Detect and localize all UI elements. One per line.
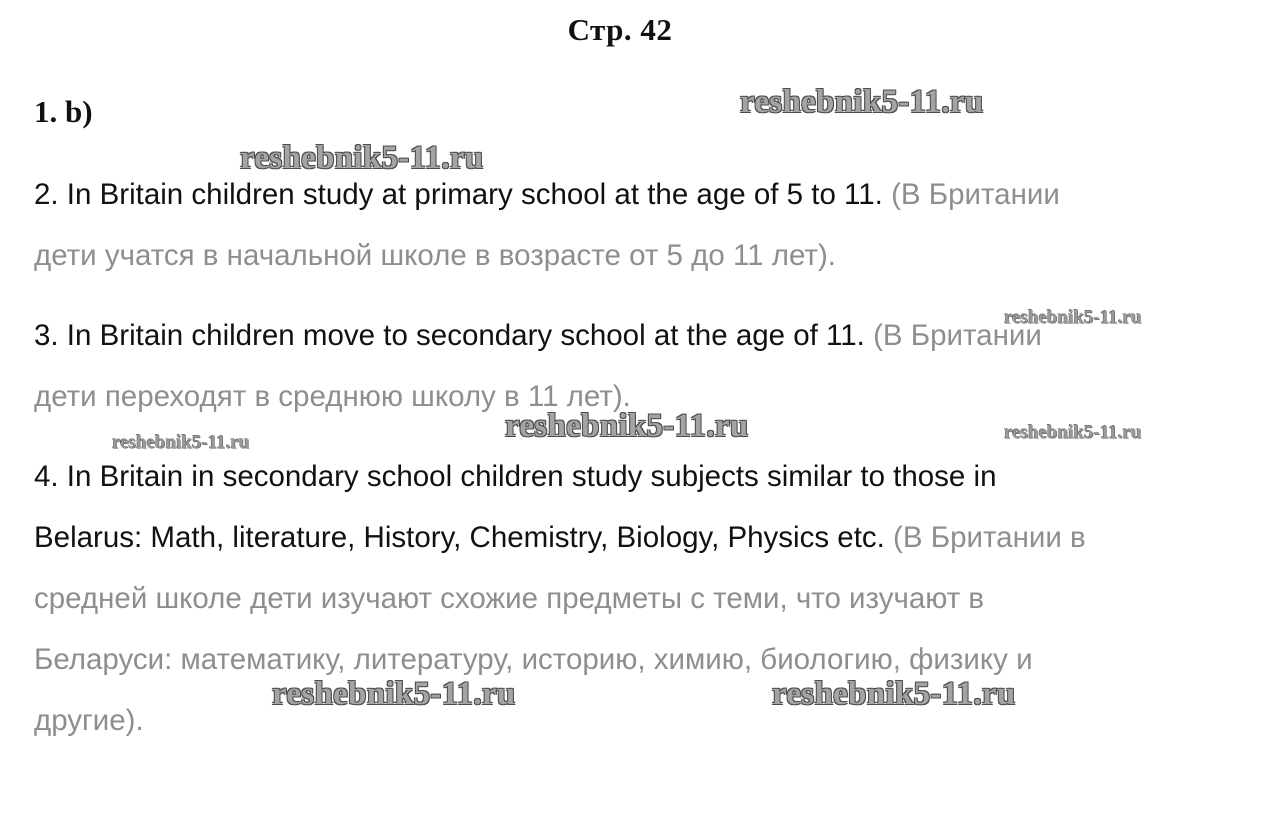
watermark: reshebnik5-11.ru <box>1004 422 1142 443</box>
watermark: reshebnik5-11.ru <box>505 408 749 444</box>
english-text: 2. In Britain children study at primary school at the age of 5 to 11. <box>34 178 892 211</box>
russian-translation: (В Британии <box>891 178 1060 211</box>
item-4-line-1 <box>34 462 997 492</box>
watermark: reshebnik5-11.ru <box>240 140 484 176</box>
russian-translation: дети учатся в начальной школе в возрасте от 5 до 11 лет). <box>34 239 836 272</box>
russian-translation: (В Британии в <box>893 521 1086 554</box>
item-4-line-2 <box>34 523 1086 553</box>
english-text: Belarus: Math, literature, History, Chemistry, Biology, Physics etc. <box>34 521 894 554</box>
item-3-line-2 <box>34 382 631 412</box>
russian-translation: средней школе дети изучают схожие предметы с теми, что изучают в <box>34 582 985 615</box>
item-3-line-1 <box>34 321 1042 351</box>
item-4-line-4 <box>34 645 1033 675</box>
item-4-line-3 <box>34 584 984 614</box>
watermark: reshebnik5-11.ru <box>740 84 984 120</box>
page-title: Стр. 42 <box>567 12 673 47</box>
english-text: 3. In Britain children move to secondary school at the age of 11. <box>34 319 874 352</box>
watermark: reshebnik5-11.ru <box>112 432 250 453</box>
russian-translation: другие). <box>34 704 144 737</box>
russian-translation: дети переходят в среднюю школу в 11 лет). <box>34 380 631 413</box>
watermark: reshebnik5-11.ru <box>1004 307 1142 328</box>
item-4-line-5 <box>34 706 144 736</box>
item-label-1b: 1. b) <box>34 94 93 129</box>
watermark: reshebnik5-11.ru <box>272 676 516 712</box>
english-text: 4. In Britain in secondary school children study subjects similar to those in <box>34 460 997 493</box>
russian-translation: (В Британии <box>873 319 1042 352</box>
item-2-line-1 <box>34 180 1060 210</box>
russian-translation: Беларуси: математику, литературу, историю, химию, биологию, физику и <box>34 643 1033 676</box>
item-2-line-2 <box>34 241 836 271</box>
watermark: reshebnik5-11.ru <box>772 676 1016 712</box>
